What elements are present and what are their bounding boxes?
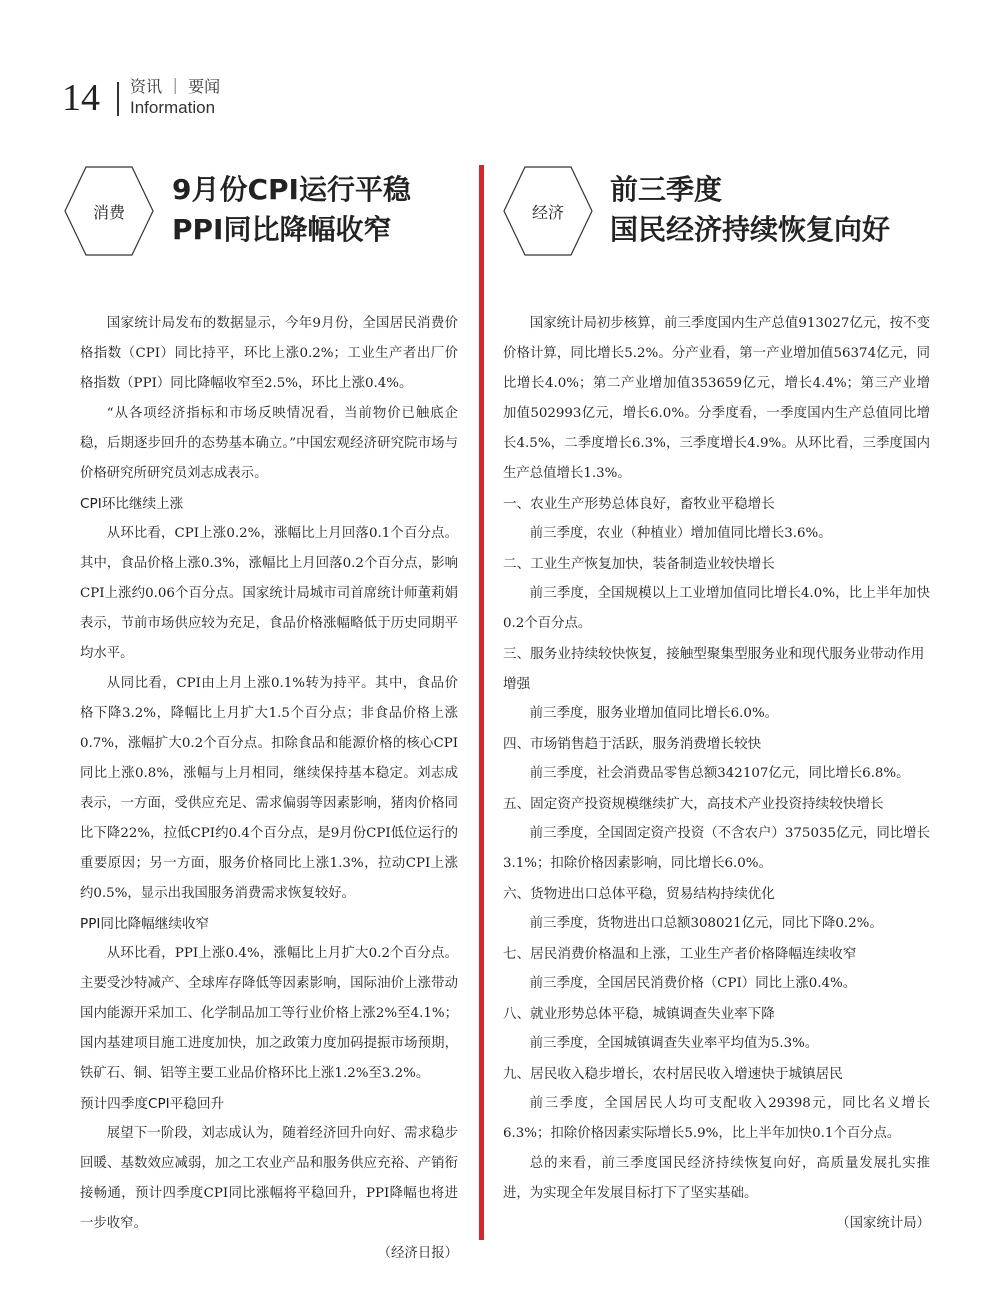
paragraph: 前三季度，全国城镇调查失业率平均值为5.3%。 bbox=[529, 1036, 819, 1051]
header-divider bbox=[117, 82, 119, 116]
paragraph: 从环比看，CPI上涨0.2%，涨幅比上月回落0.1个百分点。其中，食品价格上涨0.3%，涨幅比上月回落0.2个百分点，影响CPI上涨约0.06个百分点。国家统计局城市司首席统计师董莉娟表示，节前市场供应较为充足，食品价格涨幅略低于历史同期平均水平。 bbox=[80, 526, 458, 661]
paragraph: 前三季度，服务业增加值同比增长6.0%。 bbox=[529, 706, 779, 721]
article-tag-consumption: 消费 bbox=[92, 202, 125, 222]
paragraph: 从同比看，CPI由上月上涨0.1%转为持平。其中，食品价格下降3.2%，降幅比上月扩大1.5个百分点；非食品价格上涨0.7%，涨幅扩大0.2个百分点。扣除食品和能源价格的核心CPI同比上涨0.8%，涨幅与上月相同，继续保持基本稳定。刘志成表示，一方面，受供应充足、需求偏弱等因素影响，猪肉价格同比下降22%，拉低CPI约0.4个百分点，是9月份CPI低位运行的重要原因；另一方面，服务价格同比上涨1.3%，拉动CPI上涨约0.5%，显示出我国服务消费需求恢复较好。 bbox=[80, 676, 458, 901]
article-title-line-2: PPI同比降幅收窄 bbox=[172, 213, 392, 246]
paragraph: 展望下一阶段，刘志成认为，随着经济回升向好、需求稳步回暖、基数效应减弱，加之工农业产品和服务供应充裕、产销衔接畅通，预计四季度CPI同比涨幅将平稳回升，PPI降幅也将进一步收窄。 bbox=[80, 1126, 458, 1231]
paragraph: 前三季度，全国固定资产投资（不含农户）375035亿元，同比增长3.1%；扣除价格因素影响，同比增长6.0%。 bbox=[503, 826, 930, 871]
article-title-line-2: 国民经济持续恢复向好 bbox=[610, 213, 891, 246]
article-title-line-1: 前三季度 bbox=[610, 173, 723, 206]
paragraph: 从环比看，PPI上涨0.4%，涨幅比上月扩大0.2个百分点。主要受沙特减产、全球库存降低等因素影响，国际油价上涨带动国内能源开采加工、化学制品加工等行业价格上涨2%至4.1%；国内基建项目施工进度加快，加之政策力度加码提振市场预期，铁矿石、铜、铝等主要工业品价格环比上涨1.2%至3.2%。 bbox=[80, 946, 458, 1081]
section-heading: PPI同比降幅继续收窄 bbox=[80, 916, 210, 932]
paragraph: 国家统计局发布的数据显示，今年9月份，全国居民消费价格指数（CPI）同比持平，环比上涨0.2%；工业生产者出厂价格指数（PPI）同比降幅收窄至2.5%，环比上涨0.4%。 bbox=[80, 316, 458, 391]
article-tag-economy: 经济 bbox=[531, 202, 564, 222]
article-title-left bbox=[172, 170, 411, 250]
paragraph: 总的来看，前三季度国民经济持续恢复向好，高质量发展扎实推进，为实现全年发展目标打下了坚实基础。 bbox=[503, 1156, 930, 1201]
paragraph: “从各项经济指标和市场反映情况看，当前物价已触底企稳，后期逐步回升的态势基本确立。”中国宏观经济研究院市场与价格研究所研究员刘志成表示。 bbox=[80, 406, 458, 481]
hexagon-tag-left bbox=[64, 165, 154, 257]
paragraph: 国家统计局初步核算，前三季度国内生产总值913027亿元，按不变价格计算，同比增长5.2%。分产业看，第一产业增加值56374亿元，同比增长4.0%；第二产业增加值353659亿元，增长4.4%；第三产业增加值502993亿元，增长6.0%。分季度看，一季度国内生产总值同比增长4.5%，二季度增长6.3%，三季度增长4.9%。从环比看，三季度国内生产总值增长1.3%。 bbox=[503, 316, 930, 481]
section-heading: 五、固定资产投资规模继续扩大，高技术产业投资持续较快增长 bbox=[503, 796, 884, 812]
hexagon-tag-right bbox=[503, 165, 593, 257]
article-source: （国家统计局） bbox=[836, 1216, 930, 1231]
paragraph: 前三季度，全国居民人均可支配收入29398元，同比名义增长6.3%；扣除价格因素实际增长5.9%，比上半年加快0.1个百分点。 bbox=[503, 1096, 930, 1141]
section-category-english: Information bbox=[130, 98, 216, 117]
paragraph: 前三季度，全国规模以上工业增加值同比增长4.0%，比上半年加快0.2个百分点。 bbox=[503, 586, 930, 631]
section-heading: 一、农业生产形势总体良好，畜牧业平稳增长 bbox=[503, 496, 775, 512]
section-heading: 四、市场销售趋于活跃，服务消费增长较快 bbox=[503, 736, 762, 752]
section-heading: 六、货物进出口总体平稳，贸易结构持续优化 bbox=[503, 886, 775, 902]
paragraph: 前三季度，农业（种植业）增加值同比增长3.6%。 bbox=[529, 526, 832, 541]
section-heading: 二、工业生产恢复加快，装备制造业较快增长 bbox=[503, 556, 775, 572]
paragraph: 前三季度，社会消费品零售总额342107亿元，同比增长6.8%。 bbox=[529, 766, 910, 781]
article-title-right bbox=[610, 170, 890, 250]
article-body-left bbox=[80, 309, 458, 1269]
section-category: 资讯 ｜ 要闻 bbox=[130, 77, 221, 96]
article-source: （经济日报） bbox=[377, 1246, 458, 1261]
page-number: 14 bbox=[62, 77, 100, 119]
section-heading: CPI环比继续上涨 bbox=[80, 496, 184, 512]
paragraph: 前三季度，全国居民消费价格（CPI）同比上涨0.4%。 bbox=[529, 976, 857, 991]
section-heading: 预计四季度CPI平稳回升 bbox=[80, 1096, 225, 1112]
article-title-line-1: 9月份CPI运行平稳 bbox=[172, 173, 411, 206]
section-heading: 三、服务业持续较快恢复，接触型聚集型服务业和现代服务业带动作用增强 bbox=[503, 646, 925, 692]
section-heading: 七、居民消费价格温和上涨，工业生产者价格降幅连续收窄 bbox=[503, 946, 857, 962]
section-heading: 八、就业形势总体平稳，城镇调查失业率下降 bbox=[503, 1006, 775, 1022]
section-heading: 九、居民收入稳步增长，农村居民收入增速快于城镇居民 bbox=[503, 1066, 843, 1082]
article-body-right bbox=[503, 309, 930, 1239]
paragraph: 前三季度，货物进出口总额308021亿元，同比下降0.2%。 bbox=[529, 916, 883, 931]
column-divider bbox=[479, 165, 484, 1240]
